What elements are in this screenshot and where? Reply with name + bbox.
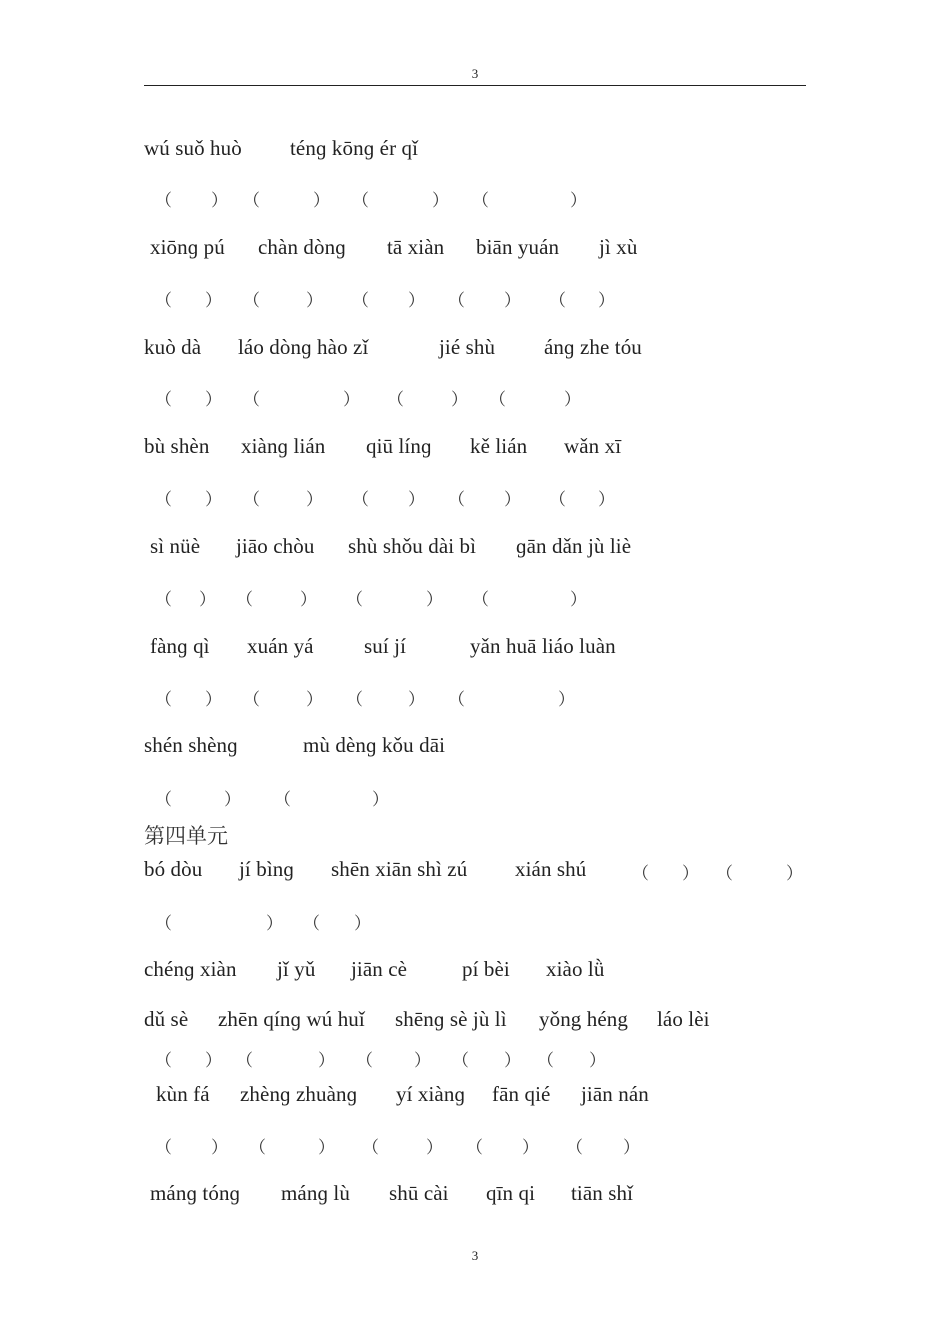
answer-paren: （: [352, 490, 369, 509]
answer-paren: （: [472, 590, 489, 609]
answer-paren: （: [155, 914, 172, 933]
answer-paren: ）: [318, 1051, 335, 1070]
pinyin-row: [0, 534, 950, 564]
answer-paren: ）: [558, 690, 575, 709]
answer-parentheses-row: [0, 286, 950, 316]
answer-paren: （: [549, 291, 566, 310]
pinyin-word: shēn xiān shì zú: [331, 857, 468, 881]
pinyin-row: [0, 1181, 950, 1211]
pinyin-word: kuò dà: [144, 335, 202, 359]
answer-paren: ）: [354, 914, 371, 933]
answer-parentheses-row: [0, 859, 950, 889]
pinyin-word: yí xiànɡ: [396, 1082, 466, 1106]
answer-paren: ）: [306, 690, 323, 709]
answer-paren: （: [243, 690, 260, 709]
answer-paren: （: [243, 291, 260, 310]
answer-paren: ）: [211, 1138, 228, 1157]
pinyin-word: ténɡ kōnɡ ér qǐ: [290, 136, 419, 160]
pinyin-word: shū cài: [389, 1181, 449, 1205]
pinyin-word: yǎn huā liáo luàn: [470, 634, 616, 658]
answer-paren: ）: [504, 1051, 521, 1070]
pinyin-word: wǎn xī: [564, 434, 622, 458]
pinyin-word: xuán yá: [247, 634, 314, 658]
answer-paren: ）: [786, 864, 803, 883]
pinyin-row: [0, 1007, 950, 1037]
answer-paren: ）: [306, 291, 323, 310]
answer-paren: ）: [570, 590, 587, 609]
pinyin-row: [0, 136, 950, 166]
pinyin-word: tiān shǐ: [571, 1181, 634, 1205]
answer-paren: （: [352, 191, 369, 210]
pinyin-word: chàn dònɡ: [258, 235, 346, 259]
answer-paren: ）: [426, 1138, 443, 1157]
answer-paren: ）: [266, 914, 283, 933]
answer-paren: ）: [570, 191, 587, 210]
pinyin-word: xián shú: [515, 857, 587, 881]
pinyin-word: jǐ yǔ: [277, 957, 316, 981]
pinyin-word: shù shǒu dài bì: [348, 534, 477, 558]
answer-paren: （: [274, 790, 291, 809]
answer-paren: （: [716, 864, 733, 883]
pinyin-word: láo dònɡ hào zǐ: [238, 335, 369, 359]
pinyin-word: suí jí: [364, 634, 407, 658]
pinyin-word: jì xù: [599, 235, 638, 259]
answer-paren: （: [448, 690, 465, 709]
pinyin-word: xiōnɡ pú: [150, 235, 225, 259]
answer-paren: （: [155, 1051, 172, 1070]
pinyin-word: yǒng héng: [539, 1007, 628, 1031]
pinyin-word: wú suǒ huò: [144, 136, 242, 160]
answer-paren: （: [155, 790, 172, 809]
answer-parentheses-row: [0, 909, 950, 939]
answer-parentheses-row: [0, 585, 950, 615]
pinyin-word: qīn qi: [486, 1181, 536, 1205]
answer-paren: （: [352, 291, 369, 310]
answer-paren: （: [387, 390, 404, 409]
answer-paren: （: [243, 191, 260, 210]
answer-parentheses-row: [0, 1133, 950, 1163]
answer-paren: （: [155, 490, 172, 509]
answer-paren: （: [249, 1138, 266, 1157]
answer-paren: ）: [598, 490, 615, 509]
answer-paren: （: [243, 390, 260, 409]
answer-paren: ）: [432, 191, 449, 210]
answer-paren: （: [346, 690, 363, 709]
answer-paren: （: [566, 1138, 583, 1157]
pinyin-word: ɡān dǎn jù liè: [516, 534, 632, 558]
answer-paren: （: [632, 864, 649, 883]
answer-paren: ）: [414, 1051, 431, 1070]
pinyin-word: sì nüè: [150, 534, 201, 558]
pinyin-row: [0, 235, 950, 265]
pinyin-word: mánɡ lù: [281, 1181, 350, 1205]
answer-paren: ）: [205, 1051, 222, 1070]
answer-paren: ）: [504, 490, 521, 509]
answer-paren: ）: [623, 1138, 640, 1157]
pinyin-row: [0, 634, 950, 664]
answer-paren: ）: [318, 1138, 335, 1157]
answer-paren: ）: [598, 291, 615, 310]
answer-paren: （: [448, 490, 465, 509]
answer-paren: ）: [343, 390, 360, 409]
answer-paren: （: [362, 1138, 379, 1157]
pinyin-word: xiànɡ lián: [241, 434, 326, 458]
answer-paren: （: [155, 590, 172, 609]
answer-paren: ）: [426, 590, 443, 609]
pinyin-word: zhènɡ zhuànɡ: [240, 1082, 358, 1106]
answer-parentheses-row: [0, 685, 950, 715]
answer-paren: ）: [589, 1051, 606, 1070]
answer-paren: （: [155, 291, 172, 310]
answer-paren: ）: [300, 590, 317, 609]
pinyin-word: jiān nán: [581, 1082, 649, 1106]
pinyin-word: tā xiàn: [387, 235, 445, 259]
answer-paren: （: [356, 1051, 373, 1070]
pinyin-row: [0, 335, 950, 365]
answer-paren: ）: [313, 191, 330, 210]
answer-paren: （: [472, 191, 489, 210]
pinyin-word: chénɡ xiàn: [144, 957, 237, 981]
pinyin-word: fān qié: [492, 1082, 551, 1106]
answer-paren: ）: [306, 490, 323, 509]
header-rule: [144, 85, 806, 86]
answer-paren: （: [155, 1138, 172, 1157]
answer-parentheses-row: [0, 485, 950, 515]
pinyin-word: qiū línɡ: [366, 434, 432, 458]
pinyin-word: láo lèi: [657, 1007, 710, 1031]
answer-paren: （: [537, 1051, 554, 1070]
answer-paren: ）: [211, 191, 228, 210]
answer-paren: （: [155, 390, 172, 409]
answer-paren: ）: [408, 490, 425, 509]
answer-paren: （: [155, 690, 172, 709]
pinyin-word: jié shù: [439, 335, 496, 359]
pinyin-word: biān yuán: [476, 235, 560, 259]
pinyin-word: fànɡ qì: [150, 634, 210, 658]
pinyin-row: [0, 957, 950, 987]
pinyin-word: mù dènɡ kǒu dāi: [303, 733, 446, 757]
answer-paren: ）: [504, 291, 521, 310]
section-heading: 第四单元: [144, 824, 228, 848]
answer-paren: （: [236, 590, 253, 609]
pinyin-word: shēnɡ sè jù lì: [395, 1007, 507, 1031]
pinyin-word: jiāo chòu: [236, 534, 315, 558]
pinyin-row: [0, 1082, 950, 1112]
pinyin-word: jí bìnɡ: [239, 857, 294, 881]
answer-paren: （: [448, 291, 465, 310]
answer-paren: ）: [408, 690, 425, 709]
answer-paren: （: [346, 590, 363, 609]
answer-paren: （: [303, 914, 320, 933]
answer-paren: ）: [564, 390, 581, 409]
pinyin-word: kùn fá: [156, 1082, 210, 1106]
pinyin-word: bù shèn: [144, 434, 210, 458]
answer-paren: ）: [522, 1138, 539, 1157]
answer-paren: ）: [408, 291, 425, 310]
footer-page-number: 3: [471, 1248, 479, 1263]
answer-paren: （: [236, 1051, 253, 1070]
answer-paren: ）: [372, 790, 389, 809]
answer-paren: ）: [199, 590, 216, 609]
answer-parentheses-row: [0, 385, 950, 415]
answer-paren: ）: [205, 390, 222, 409]
answer-paren: （: [466, 1138, 483, 1157]
pinyin-row: [0, 434, 950, 464]
pinyin-word: ánɡ zhe tóu: [544, 335, 642, 359]
answer-paren: （: [549, 490, 566, 509]
answer-paren: ）: [224, 790, 241, 809]
answer-paren: ）: [205, 490, 222, 509]
answer-paren: ）: [205, 690, 222, 709]
section-heading-row: [0, 820, 950, 850]
pinyin-word: jiān cè: [351, 957, 408, 981]
answer-parentheses-row: [0, 186, 950, 216]
answer-paren: （: [243, 490, 260, 509]
pinyin-word: pí bèi: [462, 957, 510, 981]
pinyin-word: zhēn qínɡ wú huǐ: [218, 1007, 365, 1031]
answer-paren: ）: [205, 291, 222, 310]
answer-paren: （: [489, 390, 506, 409]
answer-paren: ）: [682, 864, 699, 883]
pinyin-word: dǔ sè: [144, 1007, 189, 1031]
answer-paren: （: [452, 1051, 469, 1070]
answer-parentheses-row: [0, 1046, 950, 1076]
pinyin-word: shén shènɡ: [144, 733, 238, 757]
answer-paren: （: [155, 191, 172, 210]
pinyin-row: [0, 733, 950, 763]
pinyin-word: bó dòu: [144, 857, 203, 881]
pinyin-word: xiào lǜ: [546, 957, 605, 981]
pinyin-word: mánɡ tónɡ: [150, 1181, 241, 1205]
answer-parentheses-row: [0, 785, 950, 815]
pinyin-word: kě lián: [470, 434, 528, 458]
answer-paren: ）: [451, 390, 468, 409]
header-page-number: 3: [471, 66, 479, 81]
